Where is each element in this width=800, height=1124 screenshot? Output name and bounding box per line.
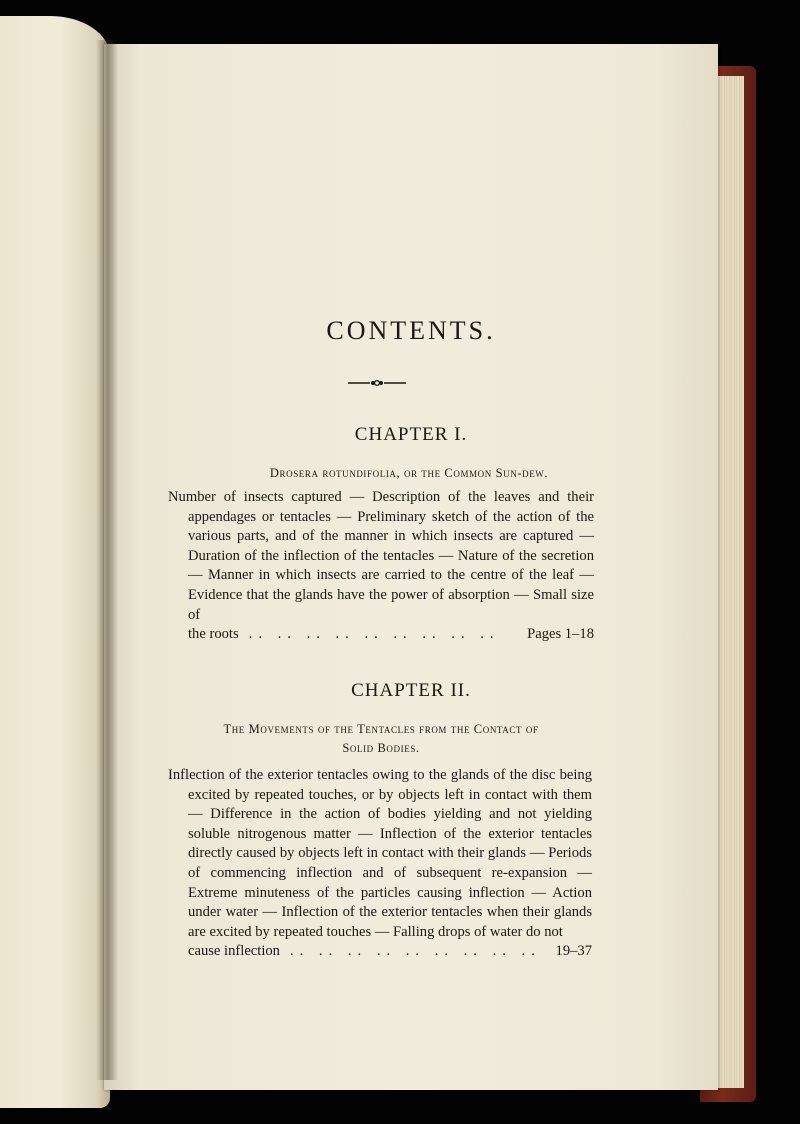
chapter-2-last-line	[168, 942, 592, 962]
page-title: CONTENTS.	[326, 316, 496, 345]
chapter-1-last-words: the roots	[188, 626, 239, 643]
book-gutter-shadow	[96, 40, 118, 1080]
left-page	[0, 16, 110, 1108]
chapter-1-summary	[168, 488, 594, 645]
chapter-1-subtitle: Drosera rotundifolia, or the Common Sun-dew.	[269, 466, 549, 480]
chapter-1-leader-dots: .. .. .. .. .. .. .. .. ..	[248, 626, 500, 643]
ornament-divider-icon	[348, 377, 406, 389]
chapter-2-subtitle-line-2: Solid Bodies.	[342, 741, 420, 755]
chapter-2-summary	[168, 766, 592, 962]
chapter-1-summary-text: Number of insects captured — Description of the leaves and their appendages or tentacles — Preliminary sketch of the action of the various parts, and of the manner in which insects are captured — Duration of the inflection of the tentacles — Nature of the secretion — Manner in which insects are carried to the centre of the leaf — Evidence that the glands have the power of absorption — Small size of	[168, 489, 594, 623]
contents-page	[104, 44, 718, 1090]
chapter-1-pages: Pages 1–18	[527, 626, 594, 643]
chapter-1-last-line	[168, 625, 594, 645]
chapter-2-heading: CHAPTER II.	[351, 680, 471, 701]
chapter-2-leader-dots: .. .. .. .. .. .. .. .. ..	[289, 943, 541, 960]
chapter-2-subtitle-line-1: The Movements of the Tentacles from the Contact of	[223, 722, 539, 736]
chapter-2-pages: 19–37	[555, 943, 592, 960]
chapter-1-heading: CHAPTER I.	[354, 424, 468, 445]
chapter-2-subtitle	[164, 720, 598, 758]
chapter-2-last-words: cause inflection	[188, 943, 280, 960]
chapter-2-summary-text: Inflection of the exterior tentacles owing to the glands of the disc being excited by repeated touches, or by objects left in contact with them — Difference in the action of bodies yielding and not yielding soluble nitrogenous matter — Inflection of the exterior tentacles directly caused by objects left in contact with their glands — Periods of commencing inflection and of subsequent re-expansion — Extreme minuteness of the particles causing inflection — Action under water — Inflection of the exterior tentacles when their glands are excited by repeated touches — Falling drops of water do not	[168, 767, 592, 940]
